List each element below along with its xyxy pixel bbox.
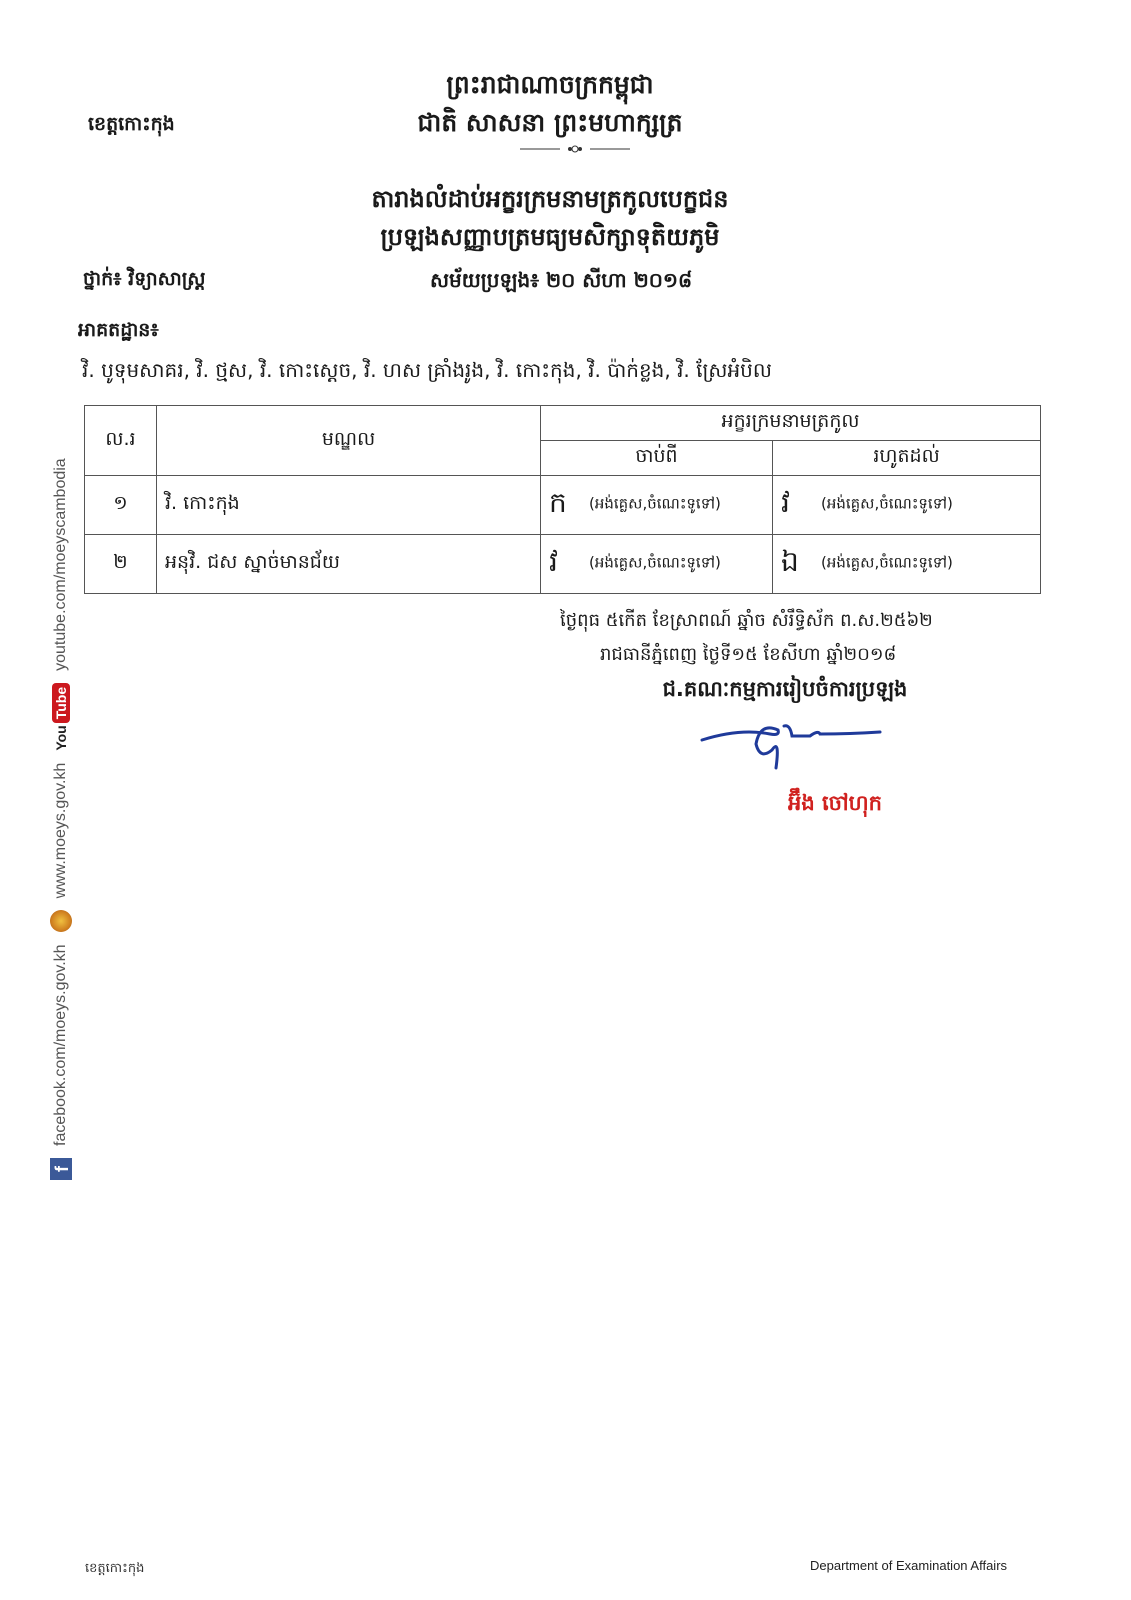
alphabet-table — [84, 405, 1041, 594]
row-from — [541, 535, 773, 594]
document-subtitle: ប្រឡងសញ្ញាបត្រមធ្យមសិក្សាទុតិយភូមិ — [380, 223, 720, 251]
row-to — [773, 535, 1041, 594]
row-center: អនុវិ. ជស ស្នាច់មានជ័យ — [157, 535, 541, 594]
ornament-divider — [520, 144, 630, 154]
col-header-to: រហូតដល់ — [773, 441, 1041, 476]
col-header-center: មណ្ឌល — [157, 406, 541, 476]
from-letter: វ — [549, 544, 558, 578]
row-number: ១ — [85, 476, 157, 535]
youtube-link[interactable]: youtube.com/moeyscambodia — [52, 458, 69, 671]
signature-mark — [700, 720, 900, 780]
centers-list: វិ. បូទុមសាគរ, វិ. ថ្មស, វិ. កោះស្ដេច, វិ. ហស គ្រាំងរូង, វិ. កោះកុង, វិ. ប៉ាក់ខ្លង, វិ. ស្រែអំបិល — [82, 358, 772, 382]
from-letter: ក — [549, 485, 567, 519]
facebook-icon: f — [50, 1158, 72, 1180]
row-from — [541, 476, 773, 535]
to-letter: វ — [781, 485, 790, 519]
from-note: (អង់គ្លេស,ចំណេះទូទៅ) — [589, 553, 721, 571]
solar-date: រាជធានីភ្នំពេញ ថ្ងៃទី១៥ ខែសីហា ឆ្នាំ២០១៨ — [600, 644, 897, 665]
row-center: វិ. កោះកុង — [157, 476, 541, 535]
table-row — [85, 535, 1041, 594]
centers-heading: អាគតដ្ឋាន៖ — [78, 319, 159, 341]
col-header-alphabet: អក្ខរក្រមនាមត្រកូល — [541, 406, 1041, 441]
province-label: ខេត្តកោះកុង — [88, 113, 175, 135]
row-number: ២ — [85, 535, 157, 594]
social-strip — [48, 400, 74, 1180]
facebook-link[interactable]: facebook.com/moeys.gov.kh — [52, 944, 69, 1146]
table-row — [85, 476, 1041, 535]
row-to — [773, 476, 1041, 535]
ministry-emblem-icon — [50, 910, 72, 932]
footer-department: Department of Examination Affairs — [810, 1558, 1008, 1573]
from-note: (អង់គ្លេស,ចំណេះទូទៅ) — [589, 494, 721, 512]
kingdom-heading: ព្រះរាជាណាចក្រកម្ពុជា — [446, 70, 654, 99]
youtube-icon — [52, 683, 70, 751]
col-header-no: ល.រ — [85, 406, 157, 476]
website-link[interactable]: www.moeys.gov.kh — [52, 762, 69, 899]
committee-title: ជ.គណៈកម្មការរៀបចំការប្រឡង — [662, 677, 908, 701]
exam-session: សម័យប្រឡង៖ ២០ សីហា ២០១៨ — [430, 268, 693, 292]
youtube-logo-tube: Tube — [52, 683, 70, 723]
to-note: (អង់គ្លេស,ចំណេះទូទៅ) — [821, 494, 953, 512]
to-note: (អង់គ្លេស,ចំណេះទូទៅ) — [821, 553, 953, 571]
to-letter: ឯ — [781, 544, 799, 578]
national-motto: ជាតិ សាសនា ព្រះមហាក្សត្រ — [417, 108, 683, 137]
signer-name: អ៊ឹង ចៅហុក — [788, 791, 882, 815]
footer-province: ខេត្តកោះកុង — [85, 1561, 145, 1576]
grade-label: ថ្នាក់៖ វិទ្យាសាស្ត្រ — [83, 268, 206, 290]
document-title: តារាងលំដាប់អក្ខរក្រមនាមត្រកូលបេក្ខជន — [371, 185, 729, 213]
youtube-logo-you: You — [53, 725, 69, 751]
col-header-from: ចាប់ពី — [541, 441, 773, 476]
lunar-date: ថ្ងៃពុធ ៥កើត ខែស្រាពណ៍ ឆ្នាំច សំរឹទ្ធិស័ក ព.ស.២៥៦២ — [560, 610, 933, 631]
